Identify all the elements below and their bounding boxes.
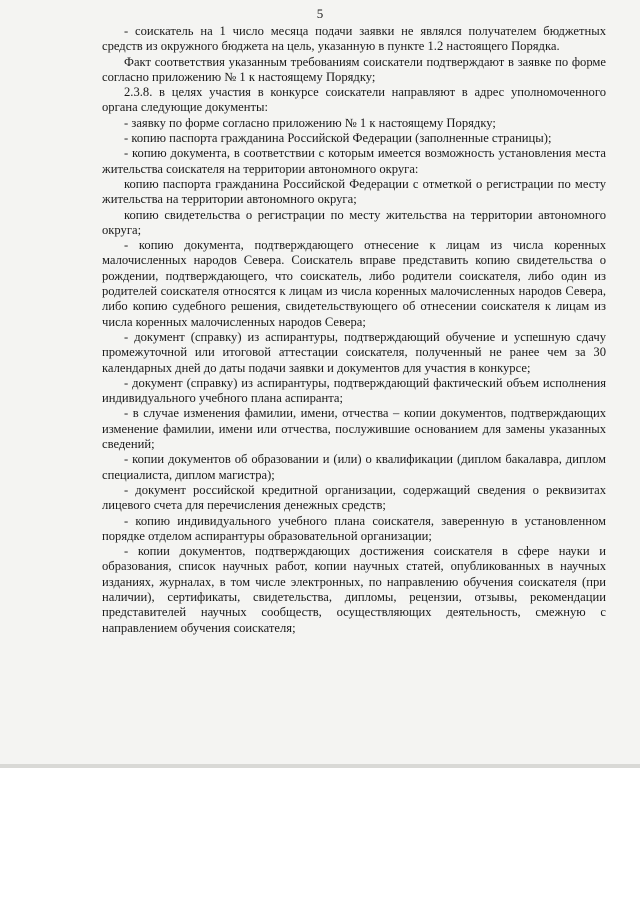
page-number: 5 — [316, 6, 324, 21]
paragraph: копию свидетельства о регистрации по месту жительства на территории автономного округа; — [102, 207, 606, 237]
paragraph: - копии документов, подтверждающих достижения соискателя в сфере науки и образования, список научных работ, копии научных статей, опубликованных в научных изданиях, журналах, в том числе электронных, по направлению обучения соискателя (при наличии), сертификаты, свидетельства, дипломы, рецензии, отзывы, рекомендации представителей научных сообществ, осуществляющих деятельность, смежную с направлением обучения соискателя; — [102, 544, 606, 635]
paragraph: Факт соответствия указанным требованиям соискатели подтверждают в заявке по форме согласно приложению № 1 к настоящему Порядку; — [102, 54, 606, 84]
scan-edge-divider — [0, 764, 640, 768]
paragraph: - заявку по форме согласно приложению № 1 к настоящему Порядку; — [124, 115, 496, 130]
paragraph: - в случае изменения фамилии, имени, отчества – копии документов, подтверждающих изменение фамилии, имени или отчества, послужившие основанием для замены указанных сведений; — [102, 406, 606, 452]
paragraph: 2.3.8. в целях участия в конкурсе соискатели направляют в адрес уполномоченного органа следующие документы: — [102, 85, 606, 115]
paragraph: - копии документов об образовании и (или) о квалификации (диплом бакалавра, диплом специалиста, диплом магистра); — [102, 452, 606, 482]
paragraph: - копию документа, в соответствии с которым имеется возможность установления места жительства соискателя на территории автономного округа: — [102, 146, 606, 176]
paragraph: копию паспорта гражданина Российской Федерации с отметкой о регистрации по месту жительства на территории автономного округа; — [102, 176, 606, 207]
paragraph: - соискатель на 1 число месяца подачи заявки не являлся получателем бюджетных средств из окружного бюджета на цель, указанную в пункте 1.2 настоящего Порядка. — [102, 24, 606, 54]
paragraph: - документ (справку) из аспирантуры, подтверждающий фактический объем исполнения индивидуального учебного плана аспиранта; — [102, 375, 606, 406]
paragraph: - документ (справку) из аспирантуры, подтверждающий обучение и успешную сдачу промежуточной или итоговой аттестации соискателя, полученный не ранее чем за 30 календарных дней до даты подачи заявки и документов для участия в конкурсе; — [102, 329, 606, 375]
paragraph: - копию паспорта гражданина Российской Федерации (заполненные страницы); — [124, 131, 552, 146]
paragraph: - копию документа, подтверждающего отнесение к лицам из числа коренных малочисленных народов Севера. Соискатель вправе представить копию свидетельства о рождении, подтверждающего, что соискатель, либо родители соискателя, либо один из родителей соискателя относятся к лицам из числа коренных малочисленных народов Севера, либо копию судебного решения, свидетельствующего об отнесении соискателя к лицам из числа коренных малочисленных народов Севера; — [102, 238, 606, 329]
paragraph: - документ российской кредитной организации, содержащий сведения о реквизитах лицевого счета для перечисления денежных средств; — [102, 482, 606, 513]
document-body — [102, 24, 606, 636]
paragraph: - копию индивидуального учебного плана соискателя, заверенную в установленном порядке отделом аспирантуры образовательной организации; — [102, 513, 606, 543]
